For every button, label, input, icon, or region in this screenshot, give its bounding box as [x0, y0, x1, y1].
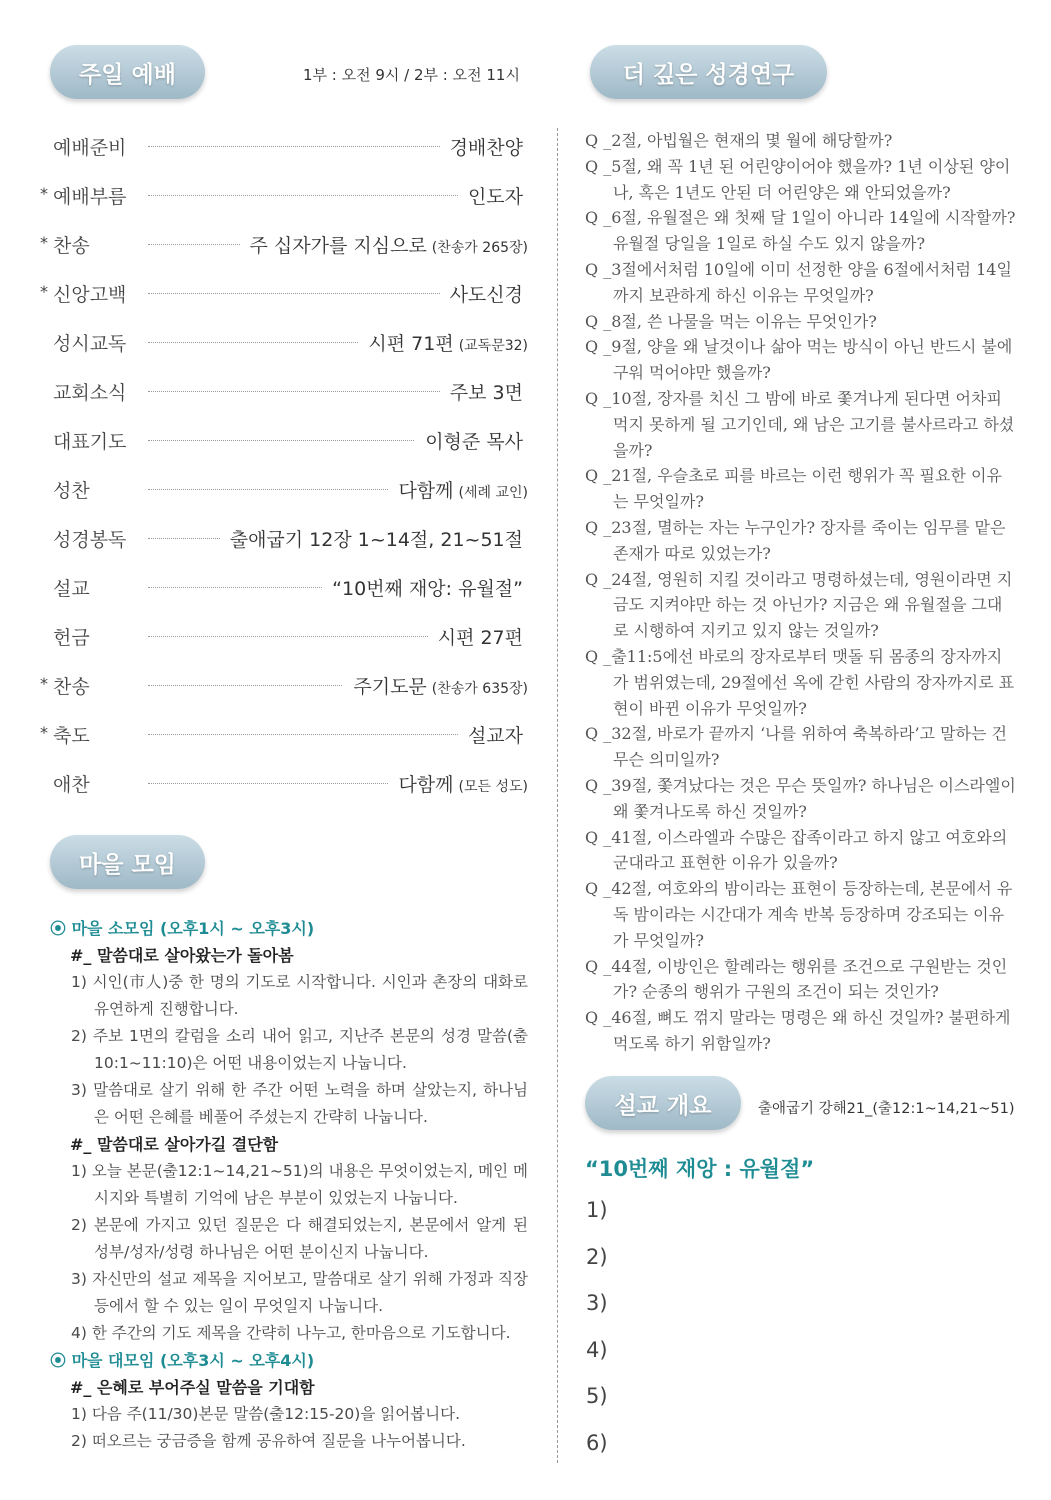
order-value — [440, 133, 528, 160]
order-label: 찬송 — [53, 676, 90, 698]
study-question: Q _23절, 멸하는 자는 누구인가? 장자를 죽이는 임무를 맡은 존재가 따로 있었는가? — [585, 517, 1006, 563]
study-question: Q _46절, 뼈도 꺾지 말라는 명령은 왜 하신 것일까? 불편하게 먹도록 하기 위함일까? — [585, 1008, 1011, 1053]
study-question: Q _6절, 유월절은 왜 첫째 달 1일이 아니라 14일에 시작할까? 유월절 당일을 1일로 하실 수도 있지 않을까? — [585, 208, 1016, 254]
order-value — [458, 721, 528, 748]
standing-mark: * — [40, 233, 48, 252]
order-value — [343, 672, 528, 699]
order-label: 교회소식 — [53, 382, 127, 404]
order-value-text: 사도신경 — [449, 284, 523, 306]
order-row — [40, 318, 528, 367]
order-value — [388, 476, 528, 503]
order-value-note: (세례 교인) — [458, 485, 528, 501]
order-value-note: (찬송가 265장) — [431, 240, 528, 256]
order-value-text: 주보 3면 — [449, 382, 523, 404]
study-question: Q _3절에서처럼 10일에 이미 선정한 양을 6절에서처럼 14일까지 보관하게 하신 이유는 무엇일까? — [585, 259, 1012, 305]
meeting-step: 1) 오늘 본문(출12:1~14,21~51)의 내용은 무엇이었는지, 메인 메시지와 특별히 기억에 남은 부분이 있었는지 나눕니다. — [71, 1162, 528, 1207]
sermon-reference: 출애굽기 강해21_(출12:1~14,21~51) — [758, 1101, 1015, 1117]
outline-point: 6) — [586, 1430, 608, 1455]
large-group-heading: ⦿ 마을 대모임 (오후3시 ~ 오후4시) — [50, 1351, 315, 1370]
order-value — [428, 623, 528, 650]
order-label: 축도 — [53, 725, 90, 747]
order-value-note: (찬송가 635장) — [431, 681, 528, 697]
meeting-step: 4) 한 주간의 기도 제목을 간략히 나누고, 한마음으로 기도합니다. — [71, 1324, 511, 1342]
meeting-step: 2) 주보 1면의 칼럼을 소리 내어 읽고, 지난주 본문의 성경 말씀(출10:1~11:10)은 어떤 내용이었는지 나눕니다. — [71, 1027, 528, 1072]
order-label: 애찬 — [53, 774, 90, 796]
meeting-step: 2) 본문에 가지고 있던 질문은 다 해결되었는지, 본문에서 알게 된 성부/성자/성령 하나님은 어떤 분이신지 나눕니다. — [71, 1216, 528, 1261]
standing-mark: * — [40, 723, 48, 742]
order-row — [40, 759, 528, 808]
study-question: Q _21절, 우슬초로 피를 바르는 이런 행위가 꼭 필요한 이유는 무엇일까? — [585, 466, 1002, 512]
meeting-step: 1) 시인(市人)중 한 명의 기도로 시작합니다. 시인과 촌장의 대화로 유연하게 진행합니다. — [71, 973, 528, 1018]
study-question: Q _2절, 아빕월은 현재의 몇 월에 해당할까? — [585, 131, 893, 150]
worship-order-list — [40, 122, 528, 808]
order-value-text: 인도자 — [467, 186, 523, 208]
meeting-step: 3) 말씀대로 살기 위해 한 주간 어떤 노력을 하며 살았는지, 하나님은 어떤 은혜를 베풀어 주셨는지 간략히 나눕니다. — [71, 1081, 528, 1126]
order-value-note: (모든 성도) — [458, 779, 528, 795]
order-label: 헌금 — [53, 627, 90, 649]
order-value — [358, 329, 528, 356]
outline-point: 5) — [586, 1384, 608, 1408]
order-label: 성시교독 — [53, 333, 127, 355]
order-row — [40, 563, 528, 612]
study-question: Q _44절, 이방인은 할례라는 행위를 조건으로 구원받는 것인가? 순종의 행위가 구원의 조건이 되는 것인가? — [585, 956, 1008, 1002]
column-divider — [557, 128, 558, 1463]
order-value — [322, 574, 528, 601]
study-questions — [585, 128, 1017, 1057]
outline-point: 4) — [586, 1337, 608, 1362]
order-label: 설교 — [53, 578, 90, 600]
order-value — [240, 231, 528, 258]
order-row — [40, 122, 528, 171]
order-row — [40, 661, 528, 710]
order-row — [40, 612, 528, 661]
standing-mark: * — [40, 674, 48, 693]
order-row — [40, 171, 528, 220]
meeting-step: 3) 자신만의 설교 제목을 지어보고, 말씀대로 살기 위해 가정과 직장 등에서 할 수 있는 일이 무엇일지 나눕니다. — [71, 1270, 528, 1315]
small-group-subheading-1: #_ 말씀대로 살아왔는가 돌아봄 — [70, 946, 294, 965]
order-value-text: 다함께 — [398, 774, 454, 796]
service-times: 1부 : 오전 9시 / 2부 : 오전 11시 — [303, 66, 520, 84]
order-value — [458, 182, 528, 209]
study-section-title: 더 깊은 성경연구 — [590, 45, 827, 99]
order-label: 신앙고백 — [53, 284, 127, 306]
order-value-text: 다함께 — [398, 480, 454, 502]
order-row — [40, 220, 528, 269]
meeting-step: 1) 다음 주(11/30)본문 말씀(출12:15-20)을 읽어봅니다. — [71, 1405, 461, 1423]
order-value-note: (교독문32) — [458, 338, 528, 354]
order-value-text: 주기도문 — [353, 676, 427, 698]
order-value — [415, 427, 528, 454]
study-question: Q _24절, 영원히 지킬 것이라고 명령하셨는데, 영원이라면 지금도 지켜야만 하는 것 아닌가? 지금은 왜 유월절을 그대로 시행하여 지키고 있지 않는 것일까? — [585, 569, 1013, 641]
order-label: 예배준비 — [53, 137, 127, 159]
study-question: Q _9절, 양을 왜 날것이나 삶아 먹는 방식이 아닌 반드시 불에 구워 먹어야만 했을까? — [585, 337, 1013, 383]
study-question: Q _39절, 쫓겨났다는 것은 무슨 뜻일까? 하나님은 이스라엘이 왜 쫓겨나도록 하신 것일까? — [585, 775, 1016, 821]
outline-point: 1) — [586, 1198, 608, 1222]
study-question: Q _출11:5에선 바로의 장자로부터 맷돌 뒤 몸종의 장자까지가 범위였는데, 29절에선 옥에 갇힌 사람의 장자까지로 표현이 바뀐 이유가 무엇일까? — [585, 646, 1015, 718]
order-value-text: 출애굽기 12장 1~14절, 21~51절 — [229, 529, 523, 551]
standing-mark: * — [40, 282, 48, 301]
order-value — [440, 378, 528, 405]
outline-point: 3) — [586, 1291, 608, 1315]
small-group-heading: ⦿ 마을 소모임 (오후1시 ~ 오후3시) — [50, 919, 315, 938]
order-label: 대표기도 — [53, 431, 127, 453]
study-question: Q _41절, 이스라엘과 수많은 잡족이라고 하지 않고 여호와의 군대라고 표현한 이유가 있을까? — [585, 827, 1008, 873]
order-row — [40, 269, 528, 318]
village-meeting — [50, 915, 528, 1455]
order-label: 성경봉독 — [53, 529, 127, 551]
order-row — [40, 514, 528, 563]
village-section-title: 마을 모임 — [50, 835, 205, 889]
standing-mark: * — [40, 184, 48, 203]
order-value-text: 이형준 목사 — [425, 431, 523, 453]
outline-point: 2) — [586, 1244, 608, 1269]
worship-section-title: 주일 예배 — [50, 45, 205, 99]
order-row — [40, 416, 528, 465]
order-label: 찬송 — [53, 235, 90, 257]
order-label: 예배부름 — [53, 186, 127, 208]
order-value-text: 설교자 — [467, 725, 523, 747]
small-group-subheading-2: #_ 말씀대로 살아가길 결단함 — [70, 1135, 279, 1154]
large-group-subheading: #_ 은혜로 부어주실 말씀을 기대함 — [70, 1378, 315, 1397]
order-value — [440, 280, 528, 307]
order-value-text: 경배찬양 — [449, 137, 523, 159]
study-question: Q _32절, 바로가 끝까지 ‘나를 위하여 축복하라’고 말하는 건 무슨 의미일까? — [585, 724, 1007, 770]
study-question: Q _8절, 쓴 나물을 먹는 이유는 무엇인가? — [585, 311, 877, 331]
order-row — [40, 367, 528, 416]
order-value-text: “10번째 재앙: 유월절” — [332, 578, 523, 600]
study-question: Q _5절, 왜 꼭 1년 된 어린양이어야 했을까? 1년 이상된 양이나, 혹은 1년도 안된 더 어린양은 왜 안되었을까? — [585, 156, 1011, 202]
order-label: 성찬 — [53, 480, 90, 502]
meeting-step: 2) 떠오르는 궁금증을 함께 공유하여 질문을 나누어봅니다. — [71, 1432, 466, 1450]
order-row — [40, 710, 528, 759]
order-value-text: 주 십자가를 지심으로 — [249, 235, 427, 257]
study-question: Q _10절, 장자를 치신 그 밤에 바로 쫓겨나게 된다면 어차피 먹지 못하게 될 고기인데, 왜 남은 고기를 불사르라고 하셨을까? — [585, 388, 1015, 460]
sermon-outline-title: 설교 개요 — [585, 1076, 741, 1130]
order-value-text: 시편 71편 — [368, 333, 454, 355]
order-value — [220, 525, 528, 552]
sermon-title: “10번째 재앙 : 유월절” — [585, 1157, 815, 1181]
order-row — [40, 465, 528, 514]
study-question: Q _42절, 여호와의 밤이라는 표현이 등장하는데, 본문에서 유독 밤이라는 시간대가 계속 반복 등장하며 강조되는 이유가 무엇일까? — [585, 879, 1013, 950]
order-value-text: 시편 27편 — [437, 627, 523, 649]
order-value — [388, 770, 528, 797]
